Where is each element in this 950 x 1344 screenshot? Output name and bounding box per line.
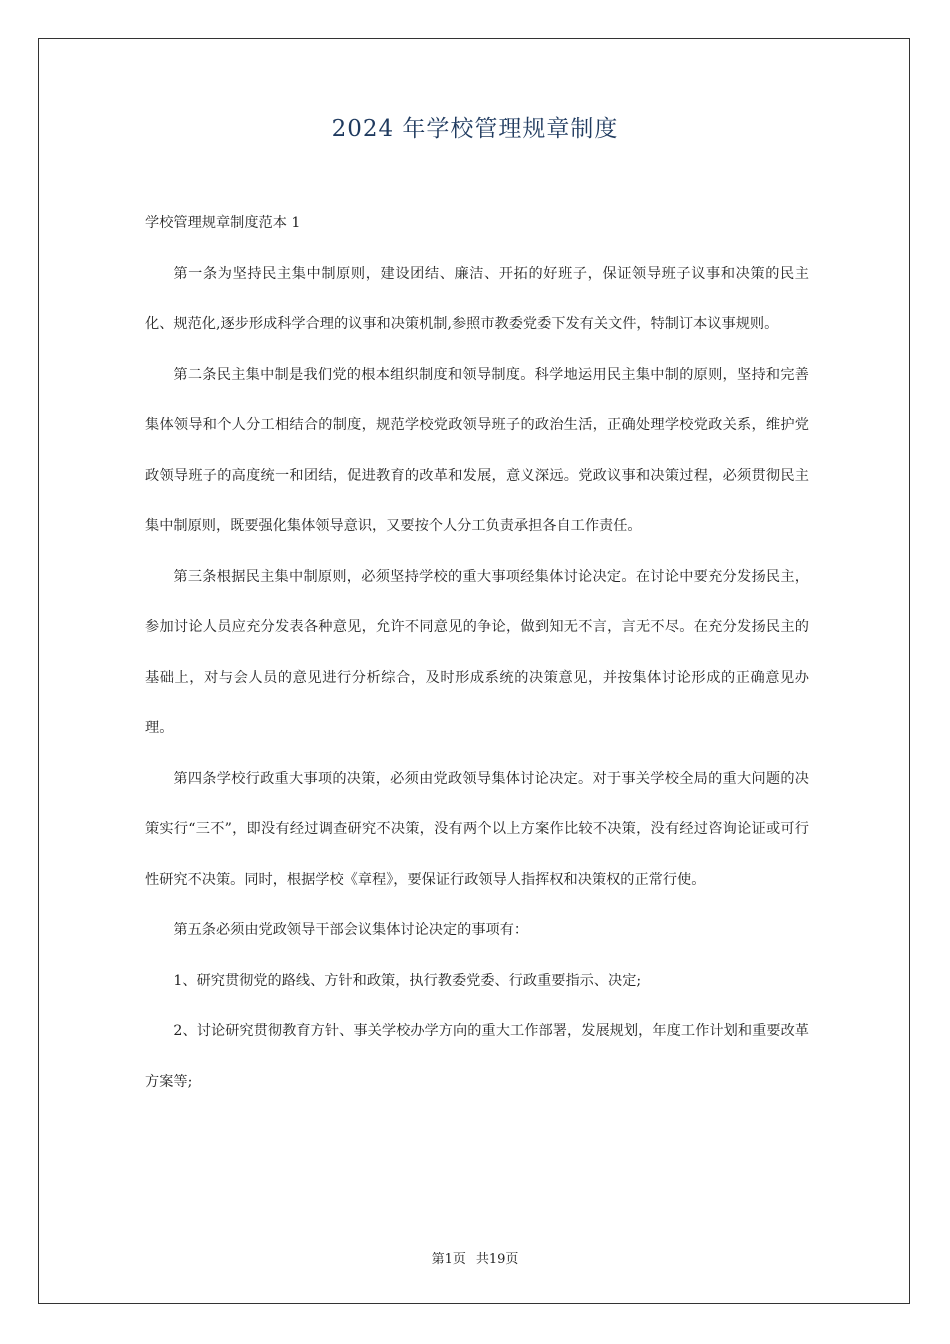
page-number: 第1页 <box>431 1252 466 1267</box>
paragraph-article-5: 第五条必须由党政领导干部会议集体讨论决定的事项有： <box>173 922 529 938</box>
paragraph-article-3: 第三条根据民主集中制原则，必须坚持学校的重大事项经集体讨论决定。在讨论中要充分发扬民主，参加讨论人员应充分发表各种意见，允许不同意见的争论，做到知无不言，言无不尽。在充分发扬民主的基础上，对与会人员的意见进行分析综合，及时形成系统的决策意见，并按集体讨论形成的正确意见办理。 <box>145 568 809 736</box>
page-total: 共19页 <box>475 1252 519 1267</box>
paragraph-article-1: 第一条为坚持民主集中制原则，建设团结、廉洁、开拓的好班子，保证领导班子议事和决策的民主化、规范化,逐步形成科学合理的议事和决策机制,参照市教委党委下发有关文件，特制订本议事规则。 <box>145 265 809 332</box>
page-footer <box>0 1248 950 1267</box>
paragraph-article-4: 第四条学校行政重大事项的决策，必须由党政领导集体讨论决定。对于事关学校全局的重大问题的决策实行“三不”，即没有经过调查研究不决策，没有两个以上方案作比较不决策，没有经过咨询论证或可行性研究不决策。同时，根据学校《章程》，要保证行政领导人指挥权和决策权的正常行使。 <box>145 770 809 888</box>
paragraph-article-2: 第二条民主集中制是我们党的根本组织制度和领导制度。科学地运用民主集中制的原则，坚持和完善集体领导和个人分工相结合的制度，规范学校党政领导班子的政治生活，正确处理学校党政关系，维护党政领导班子的高度统一和团结，促进教育的改革和发展，意义深远。党政议事和决策过程，必须贯彻民主集中制原则，既要强化集体领导意识，又要按个人分工负责承担各自工作责任。 <box>145 366 809 534</box>
document-subtitle: 学校管理规章制度范本 1 <box>145 215 301 231</box>
document-title: 2024 年学校管理规章制度 <box>331 116 619 142</box>
list-item-1: 1、研究贯彻党的路线、方针和政策，执行教委党委、行政重要指示、决定; <box>173 972 642 989</box>
list-item-2: 2、讨论研究贯彻教育方针、事关学校办学方向的重大工作部署，发展规划，年度工作计划和重要改革方案等; <box>145 1023 809 1090</box>
document-body <box>145 198 809 1107</box>
